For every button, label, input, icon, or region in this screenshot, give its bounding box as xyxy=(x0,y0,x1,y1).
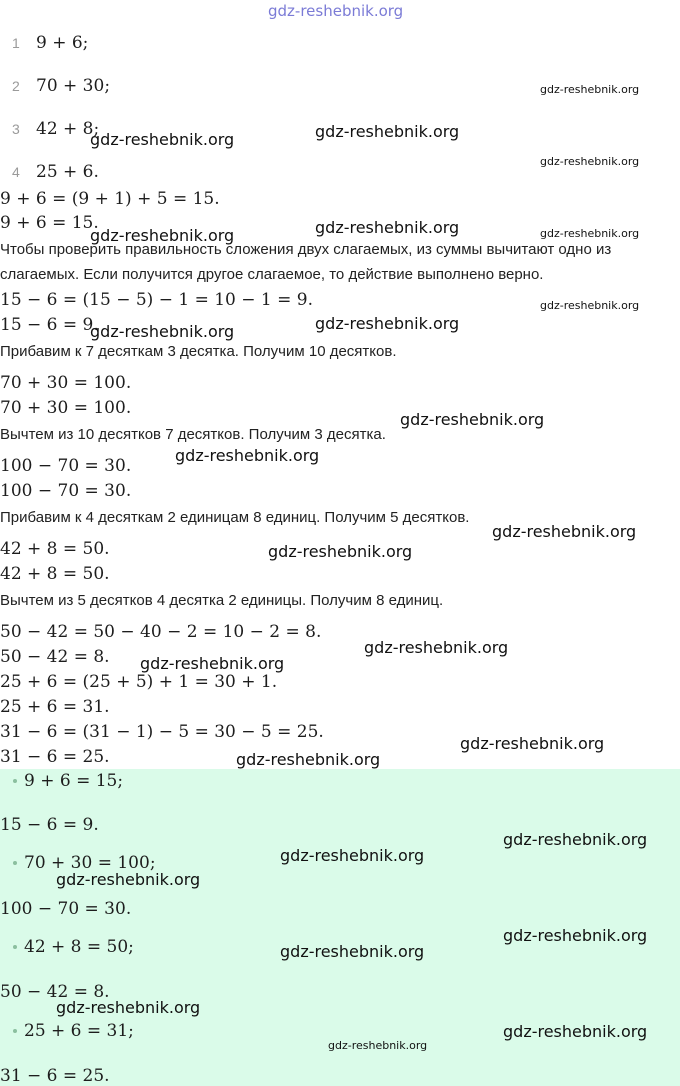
watermark: gdz-reshebnik.org xyxy=(400,410,545,429)
solution-line: 100 − 70 = 30. xyxy=(0,481,132,501)
solution-line: 42 + 8 = 50. xyxy=(0,539,110,559)
solution-line: 31 − 6 = (31 − 1) − 5 = 30 − 5 = 25. xyxy=(0,722,324,742)
watermark: gdz-reshebnik.org xyxy=(315,218,460,237)
answer-line: 9 + 6 = 15; xyxy=(24,771,124,791)
answer-line: 25 + 6 = 31; xyxy=(24,1021,134,1041)
watermark: gdz-reshebnik.org xyxy=(175,446,320,465)
solution-line: 25 + 6 = 31. xyxy=(0,697,110,717)
task-number: 4 xyxy=(12,164,20,180)
solution-line: 50 − 42 = 50 − 40 − 2 = 10 − 2 = 8. xyxy=(0,622,322,642)
bullet-dot xyxy=(13,945,17,949)
watermark: gdz-reshebnik.org xyxy=(236,750,381,769)
answer-line: 42 + 8 = 50; xyxy=(24,937,134,957)
answer-check: 31 − 6 = 25. xyxy=(0,1066,110,1086)
task-number: 3 xyxy=(12,121,20,137)
answer-check: 100 − 70 = 30. xyxy=(0,899,132,919)
watermark: gdz-reshebnik.org xyxy=(364,638,509,657)
watermark: gdz-reshebnik.org xyxy=(315,122,460,141)
task-expression: 42 + 8; xyxy=(36,119,100,139)
task-number: 1 xyxy=(12,35,20,51)
solution-text: Прибавим к 7 десяткам 3 десятка. Получим 10 десятков. xyxy=(0,343,397,360)
watermark-small: gdz-reshebnik.org xyxy=(540,155,640,168)
watermark: gdz-reshebnik.org xyxy=(90,226,235,245)
header-watermark: gdz-reshebnik.org xyxy=(268,2,404,20)
watermark: gdz-reshebnik.org xyxy=(503,926,648,945)
solution-line: 15 − 6 = (15 − 5) − 1 = 10 − 1 = 9. xyxy=(0,290,314,310)
solution-line: 100 − 70 = 30. xyxy=(0,456,132,476)
watermark: gdz-reshebnik.org xyxy=(56,870,201,889)
task-expression: 25 + 6. xyxy=(36,162,99,182)
solution-line: 31 − 6 = 25. xyxy=(0,747,110,767)
watermark: gdz-reshebnik.org xyxy=(280,942,425,961)
solution-text: слагаемых. Если получится другое слагаемое, то действие выполнено верно. xyxy=(0,266,544,283)
task-expression: 9 + 6; xyxy=(36,33,89,53)
task-number: 2 xyxy=(12,78,20,94)
task-expression: 70 + 30; xyxy=(36,76,111,96)
bullet-dot xyxy=(13,1029,17,1033)
watermark: gdz-reshebnik.org xyxy=(503,1022,648,1041)
watermark: gdz-reshebnik.org xyxy=(503,830,648,849)
solution-line: 50 − 42 = 8. xyxy=(0,647,110,667)
watermark-small: gdz-reshebnik.org xyxy=(540,83,640,96)
bullet-dot xyxy=(13,861,17,865)
solution-line: 42 + 8 = 50. xyxy=(0,564,110,584)
bullet-dot xyxy=(13,779,17,783)
watermark: gdz-reshebnik.org xyxy=(90,322,235,341)
watermark: gdz-reshebnik.org xyxy=(56,998,201,1017)
watermark: gdz-reshebnik.org xyxy=(492,522,637,541)
watermark: gdz-reshebnik.org xyxy=(90,130,235,149)
solution-line: 70 + 30 = 100. xyxy=(0,373,132,393)
watermark: gdz-reshebnik.org xyxy=(315,314,460,333)
answer-line: 70 + 30 = 100; xyxy=(24,853,156,873)
watermark: gdz-reshebnik.org xyxy=(268,542,413,561)
watermark: gdz-reshebnik.org xyxy=(280,846,425,865)
answer-check: 50 − 42 = 8. xyxy=(0,982,110,1002)
solution-line: 9 + 6 = (9 + 1) + 5 = 15. xyxy=(0,189,220,209)
solution-text: Вычтем из 5 десятков 4 десятка 2 единицы. Получим 8 единиц. xyxy=(0,592,444,609)
watermark: gdz-reshebnik.org xyxy=(460,734,605,753)
solution-line: 25 + 6 = (25 + 5) + 1 = 30 + 1. xyxy=(0,672,278,692)
solution-text: Прибавим к 4 десяткам 2 единицам 8 единиц. Получим 5 десятков. xyxy=(0,509,470,526)
watermark: gdz-reshebnik.org xyxy=(140,654,285,673)
solution-line: 9 + 6 = 15. xyxy=(0,213,99,233)
solution-text: Чтобы проверить правильность сложения двух слагаемых, из суммы вычитают одно из xyxy=(0,241,612,258)
solution-line: 15 − 6 = 9. xyxy=(0,315,99,335)
watermark-small: gdz-reshebnik.org xyxy=(540,299,640,312)
watermark-small: gdz-reshebnik.org xyxy=(540,227,640,240)
solution-line: 70 + 30 = 100. xyxy=(0,398,132,418)
solution-text: Вычтем из 10 десятков 7 десятков. Получим 3 десятка. xyxy=(0,426,386,443)
answer-check: 15 − 6 = 9. xyxy=(0,815,99,835)
watermark-small: gdz-reshebnik.org xyxy=(328,1039,428,1052)
